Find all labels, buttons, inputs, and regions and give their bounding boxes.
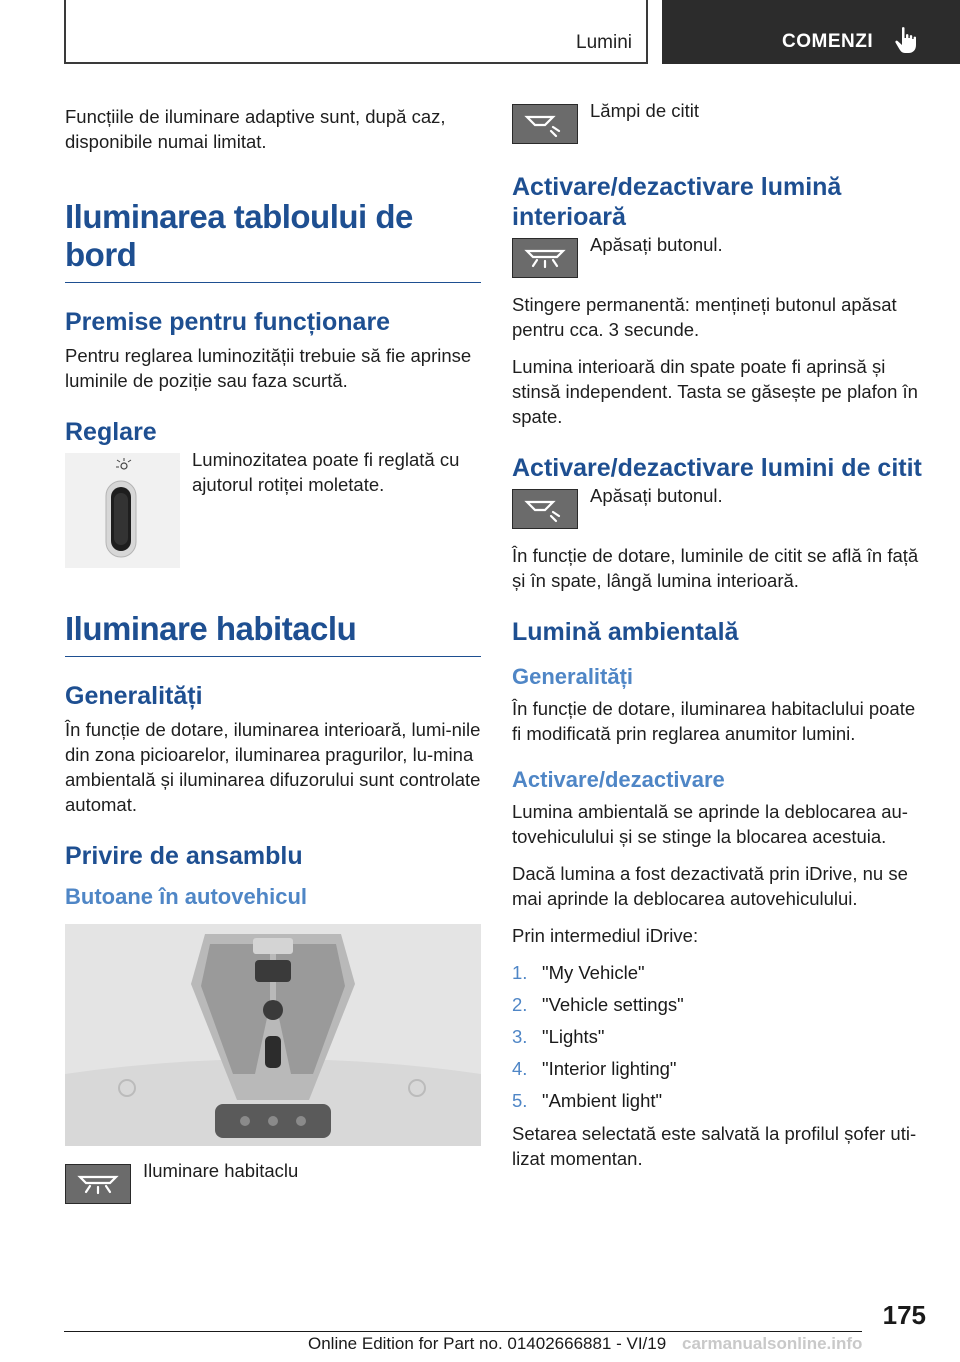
press-button-text-2: Apăsați butonul. — [590, 485, 723, 506]
cabin-light-row — [65, 1160, 481, 1204]
page-number: 175 — [882, 1300, 926, 1330]
heading-prerequisites: Premise pentru funcționare — [65, 308, 391, 336]
heading-activation: Activare/dezactivare — [512, 767, 725, 792]
thumbwheel-row — [65, 449, 481, 568]
reading-lamps-row — [512, 100, 928, 144]
unlock-paragraph: Lumina ambientală se aprinde la deblocarea au-tovehiculului și se stinge la blocarea acestuia. — [512, 801, 908, 847]
ambient-general-paragraph: În funcție de dotare, iluminarea habitaclului poate fi modificată prin reglarea anumitor lumini. — [512, 698, 916, 744]
list-item: 3. "Lights" — [512, 1026, 605, 1047]
heading-general: Generalități — [65, 682, 203, 710]
heading-reading-lights-toggle: Activare/dezactivare lumini de citit — [512, 454, 922, 482]
heading-dashboard-lighting: Iluminarea tabloului de bord — [65, 198, 481, 283]
hand-pointer-icon — [894, 26, 920, 54]
press-button-text-1: Apăsați butonul. — [590, 234, 723, 255]
idrive-steps-list — [512, 960, 928, 1113]
interior-light-button-icon — [512, 238, 578, 278]
header-chapter-title: COMENZI — [782, 31, 874, 52]
general-paragraph: În funcție de dotare, iluminarea interioară, lumi-nile din zona picioarelor, iluminarea pragurilor, lu-mina ambientală și iluminarea difuzorului sunt controlate automat. — [65, 719, 481, 815]
heading-interior-light-toggle: Activare/dezactivare lumină interioară — [512, 173, 842, 231]
cabin-light-label: Iluminare habitaclu — [143, 1160, 299, 1181]
list-item: 4. "Interior lighting" — [512, 1058, 677, 1079]
list-item: 1. "My Vehicle" — [512, 962, 645, 983]
reading-lamp-button-icon — [512, 104, 578, 144]
heading-ambient-light: Lumină ambientală — [512, 618, 739, 646]
reading-light-toggle-row — [512, 485, 928, 529]
prerequisites-paragraph: Pentru reglarea luminozității trebuie să fie aprinse luminile de poziție sau faza scurtă. — [65, 345, 472, 391]
adjustment-paragraph: Luminozitatea poate fi reglată cu ajutorul rotiței moletate. — [192, 449, 460, 495]
reading-light-toggle-icon — [512, 489, 578, 529]
saved-profile-paragraph: Setarea selectată este salvată la profilul șofer uti-lizat momentan. — [512, 1123, 917, 1169]
footer-edition: Online Edition for Part no. 01402666881 - VI/19 — [308, 1334, 667, 1353]
overhead-console-illustration — [65, 924, 481, 1146]
left-column — [65, 104, 481, 1218]
cabin-light-button-icon — [65, 1164, 131, 1204]
intro-paragraph: Funcțiile de iluminare adaptive sunt, după caz, disponibile numai limitat. — [65, 106, 446, 152]
heading-ambient-general: Generalități — [512, 664, 634, 689]
list-item: 2. "Vehicle settings" — [512, 994, 684, 1015]
reading-lamps-label: Lămpi de citit — [590, 100, 699, 121]
right-column — [512, 100, 928, 1183]
via-idrive-paragraph: Prin intermediul iDrive: — [512, 925, 699, 946]
permanent-off-paragraph: Stingere permanentă: mențineți butonul apăsat pentru cca. 3 secunde. — [512, 294, 897, 340]
interior-light-row — [512, 234, 928, 278]
rear-light-paragraph: Lumina interioară din spate poate fi aprinsă și stinsă independent. Tasta se găsește pe plafon în spate. — [512, 356, 918, 427]
heading-adjustment: Reglare — [65, 418, 157, 446]
header-chapter-tab — [662, 0, 960, 64]
footer-divider — [64, 1331, 862, 1332]
heading-overview: Privire de ansamblu — [65, 842, 303, 870]
thumbwheel-image — [65, 453, 180, 568]
idrive-off-paragraph: Dacă lumina a fost dezactivată prin iDrive, nu se mai aprinde la deblocarea autovehiculului. — [512, 863, 908, 909]
header-section-tab — [64, 0, 648, 64]
list-item: 5. "Ambient light" — [512, 1090, 663, 1111]
heading-cabin-lighting: Iluminare habitaclu — [65, 610, 481, 657]
overhead-console-photo — [65, 924, 481, 1146]
header-section-title: Lumini — [576, 32, 632, 53]
heading-vehicle-buttons: Butoane în autovehicul — [65, 884, 308, 909]
thumbwheel-icon — [65, 453, 180, 568]
footer-watermark[interactable]: carmanualsonline.info — [682, 1334, 863, 1353]
reading-location-paragraph: În funcție de dotare, luminile de citit se află în față și în spate, lângă lumina interioară. — [512, 545, 919, 591]
